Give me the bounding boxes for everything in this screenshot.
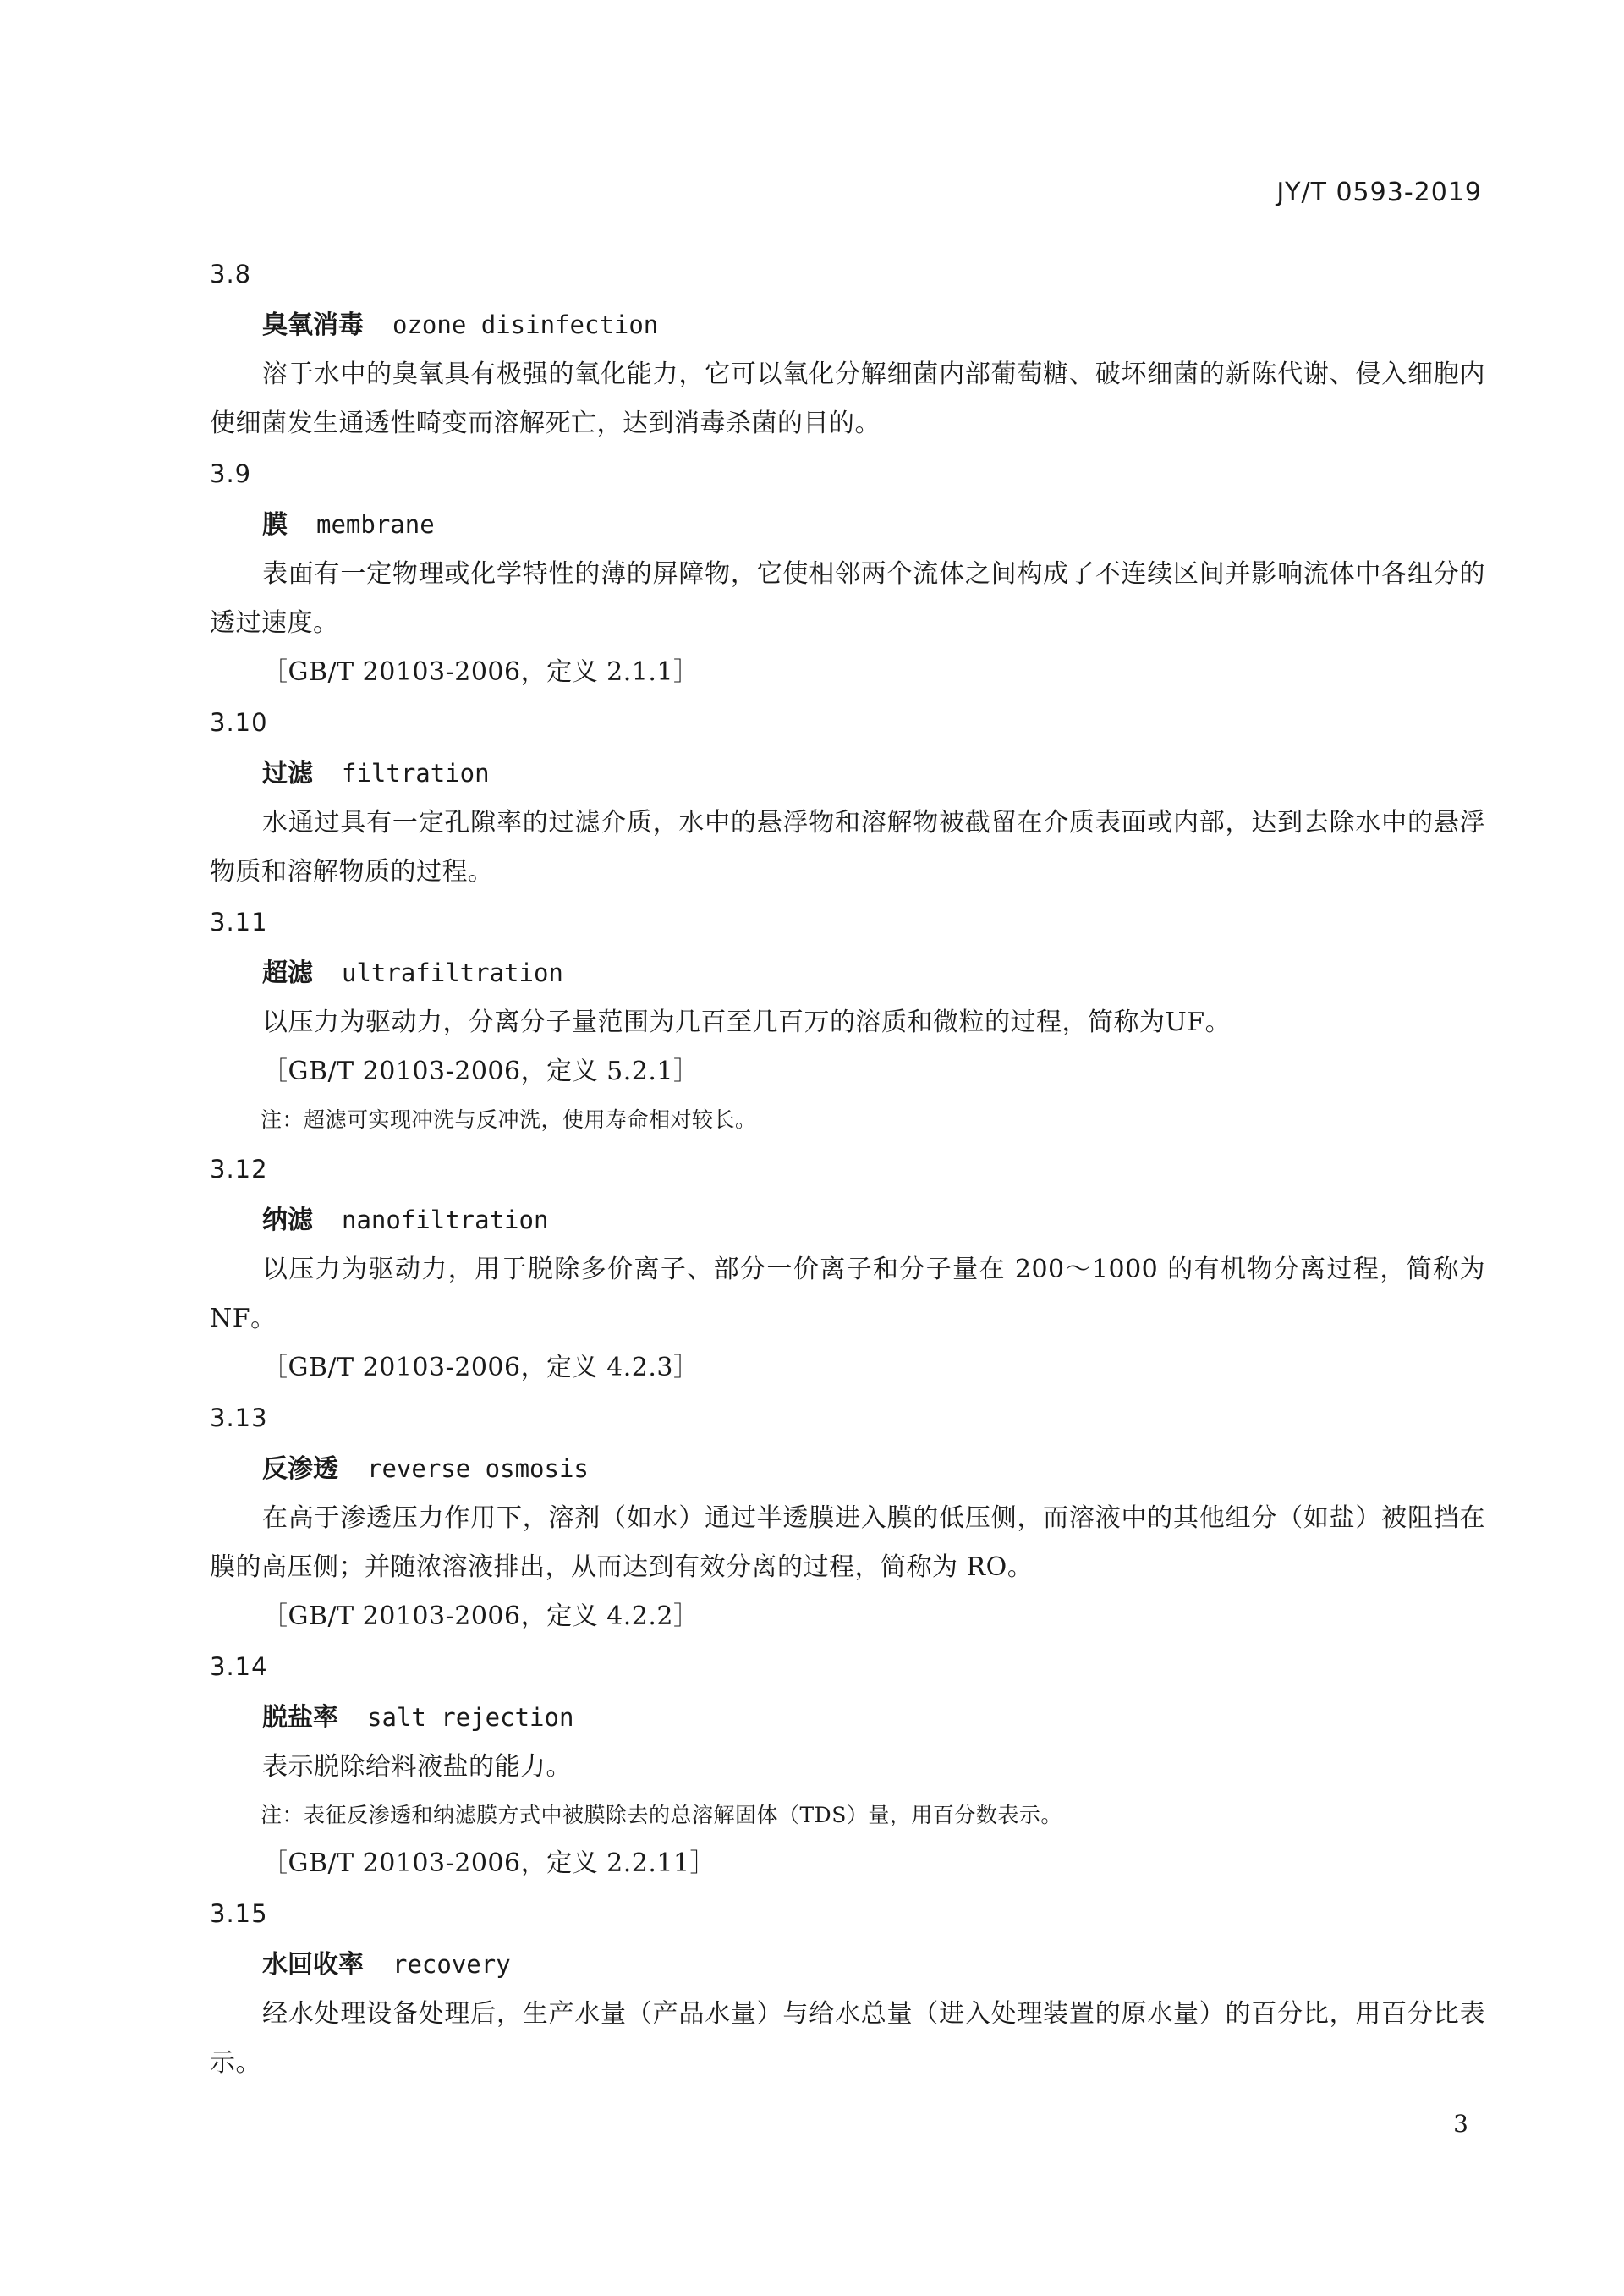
term-chinese: 脱盐率: [262, 1703, 338, 1733]
term-number: 3.10: [210, 708, 268, 737]
term-source: ［GB/T 20103-2006，定义 2.1.1］: [262, 657, 700, 687]
term-definition: 以压力为驱动力，分离分子量范围为几百至几百万的溶质和微粒的过程，简称为UF。: [262, 1008, 1232, 1037]
term-english: membrane: [316, 510, 435, 539]
term-chinese: 臭氧消毒: [262, 310, 364, 340]
term-definition: 表示脱除给料液盐的能力。: [262, 1752, 572, 1782]
term-entry: [210, 897, 1485, 1144]
page-number: 3: [1453, 2110, 1468, 2138]
term-definition: 在高于渗透压力作用下，溶剂（如水）通过半透膜进入膜的低压侧，而溶液中的其他组分（如盐）被阻挡在膜的高压侧；并随浓溶液排出，从而达到有效分离的过程，简称为 RO。: [210, 1503, 1485, 1582]
term-title: [210, 1692, 1485, 1743]
term-chinese: 过滤: [262, 759, 313, 788]
term-number: 3.12: [210, 1155, 268, 1184]
term-title: [210, 748, 1485, 799]
term-definition: 经水处理设备处理后，生产水量（产品水量）与给水总量（进入处理装置的原水量）的百分比，用百分比表示。: [210, 1999, 1485, 2078]
term-title: [210, 948, 1485, 998]
document-code: JY/T 0593-2019: [1276, 178, 1482, 207]
term-english: nanofiltration: [342, 1206, 549, 1234]
term-number: 3.11: [210, 908, 268, 937]
term-chinese: 膜: [262, 510, 288, 540]
term-source: ［GB/T 20103-2006，定义 2.2.11］: [262, 1848, 716, 1878]
term-english: salt rejection: [367, 1703, 574, 1732]
term-note: 注：表征反渗透和纳滤膜方式中被膜除去的总溶解固体（TDS）量，用百分数表示。: [261, 1803, 1062, 1827]
term-title: [210, 1939, 1485, 1990]
term-english: recovery: [392, 1950, 511, 1979]
term-number: 3.9: [210, 459, 252, 488]
term-number: 3.8: [210, 260, 252, 288]
terms-section: [210, 249, 1485, 2088]
term-definition: 溶于水中的臭氧具有极强的氧化能力，它可以氧化分解细菌内部葡萄糖、破坏细菌的新陈代谢、侵入细胞内使细菌发生通透性畸变而溶解死亡，达到消毒杀菌的目的。: [210, 360, 1485, 438]
term-chinese: 超滤: [262, 958, 313, 988]
term-english: ultrafiltration: [342, 958, 563, 987]
term-english: ozone disinfection: [392, 310, 659, 339]
term-title: [210, 499, 1485, 550]
term-definition: 以压力为驱动力，用于脱除多价离子、部分一价离子和分子量在 200～1000 的有机物分离过程，简称为 NF。: [210, 1255, 1485, 1333]
term-definition: 表面有一定物理或化学特性的薄的屏障物，它使相邻两个流体之间构成了不连续区间并影响流体中各组分的透过速度。: [210, 559, 1485, 638]
term-title: [210, 1195, 1485, 1245]
term-chinese: 水回收率: [262, 1950, 364, 1980]
term-title: [210, 299, 1485, 350]
term-english: reverse osmosis: [367, 1454, 589, 1483]
term-entry: [210, 697, 1485, 897]
term-entry: [210, 1392, 1485, 1641]
term-entry: [210, 249, 1485, 448]
term-entry: [210, 1888, 1485, 2088]
term-title: [210, 1443, 1485, 1494]
term-chinese: 纳滤: [262, 1206, 313, 1235]
term-number: 3.13: [210, 1403, 268, 1432]
term-definition: 水通过具有一定孔隙率的过滤介质，水中的悬浮物和溶解物被截留在介质表面或内部，达到去除水中的悬浮物质和溶解物质的过程。: [210, 808, 1485, 887]
term-entry: [210, 1641, 1485, 1888]
term-source: ［GB/T 20103-2006，定义 4.2.2］: [262, 1601, 700, 1631]
term-source: ［GB/T 20103-2006，定义 5.2.1］: [262, 1057, 700, 1086]
term-english: filtration: [342, 759, 490, 788]
term-note: 注：超滤可实现冲洗与反冲洗，使用寿命相对较长。: [261, 1107, 757, 1132]
term-source: ［GB/T 20103-2006，定义 4.2.3］: [262, 1353, 700, 1382]
term-number: 3.15: [210, 1899, 268, 1928]
term-number: 3.14: [210, 1652, 268, 1681]
term-chinese: 反渗透: [262, 1454, 338, 1484]
term-entry: [210, 448, 1485, 697]
term-entry: [210, 1144, 1485, 1392]
